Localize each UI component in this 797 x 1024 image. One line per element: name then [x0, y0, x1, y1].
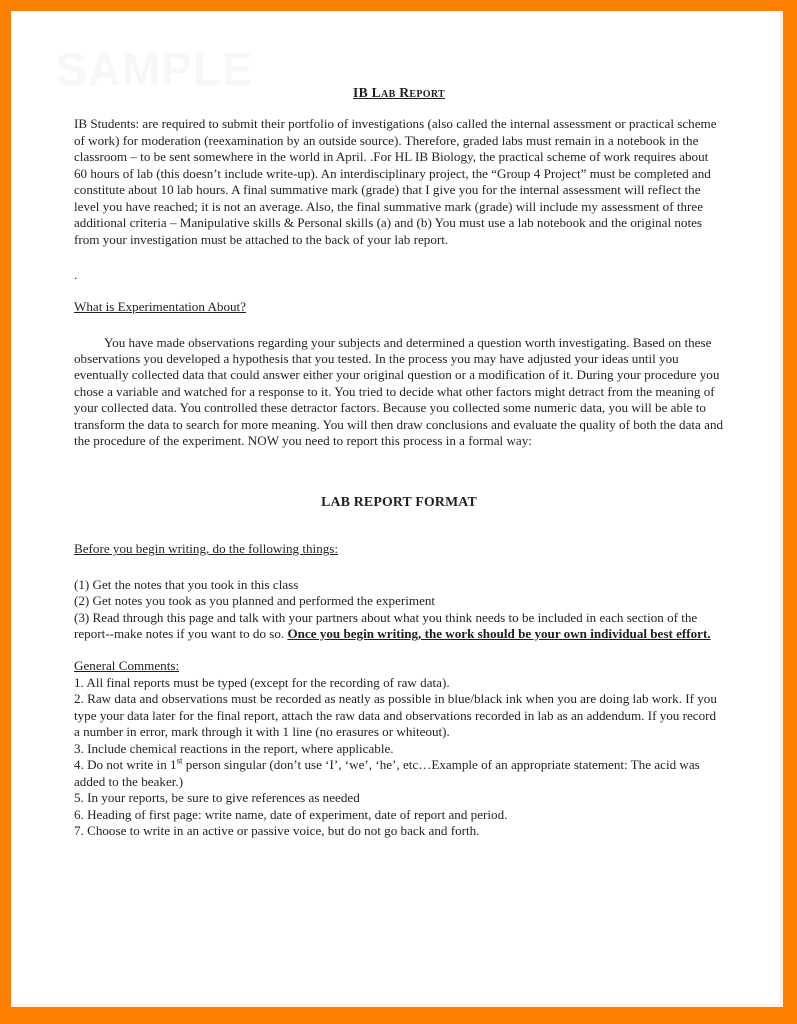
heading-lab-report-format: LAB REPORT FORMAT: [321, 493, 477, 509]
before-writing-item-3: [74, 610, 724, 643]
general-comment-2: 2. Raw data and observations must be recorded as neatly as possible in blue/black ink when you are doing lab work. If you type your data later for the final report, attach the raw data and observations recorded in lab as an addendum. If you record a number in error, mark through it with 1 line (no erasures or whiteout).: [74, 691, 717, 740]
spacer: [74, 283, 724, 299]
general-comment-3: 3. Include chemical reactions in the report, where applicable.: [74, 740, 394, 756]
before-writing-item-1: (1) Get the notes that you took in this class: [74, 576, 299, 592]
heading-before-you-begin-writing: Before you begin writing, do the following things:: [74, 541, 339, 557]
spacer: [74, 450, 724, 494]
intro-paragraph: IB Students: are required to submit their portfolio of investigations (also called the internal assessment or practical scheme of work) for moderation (reexamination by an outside source). Therefore, graded labs must remain in a notebook in the classroom – to be sent somewhere in the world in April. .For HL IB Biology, the practical scheme of work requires about 60 hours of lab (this doesn’t include write-up). An interdisciplinary project, the “Group 4 Project” must be completed and constitute about 10 lab hours. A final summative mark (grade) that I give you for the internal assessment will reflect the level you have reached; it is not an average. Also, the final summative mark (grade) will include my assessment of three additional criteria – Manipulative skills & Personal skills (a) and (b) You must use a lab notebook and the original notes from your investigation must be attached to the back of your lab report.: [74, 116, 717, 247]
heading-general-comments: General Comments:: [74, 658, 180, 674]
experimentation-paragraph: You have made observations regarding your subjects and determined a question worth investigating. Based on these observations you developed a hypothesis that you tested. In the process you may have adjusted your ideas until you eventually collected data that could answer either your original question or a modification of it. During your procedure you chose a variable and watched for a response to it. You tried to decide what other factors might detract from the meaning of your collected data. You controlled these detractor factors. Because you collected some numeric data, you will be able to transform the data to search for more meaning. You will then draw conclusions and evaluate the quality of both the data and the procedure of the experiment. NOW you need to report this process in a formal way:: [74, 334, 724, 449]
before-writing-item-3-text: (3) Read through this page and talk with your partners about what you think needs to be included in each section of the report--make notes if you want to do so.: [74, 609, 698, 641]
document-body: [74, 85, 724, 839]
spacer: [74, 248, 724, 267]
general-comment-6: 6. Heading of first page: write name, date of experiment, date of report and period.: [74, 806, 508, 822]
before-writing-item-2: (2) Get notes you took as you planned and performed the experiment: [74, 593, 436, 609]
heading-what-is-experimentation: What is Experimentation About?: [74, 299, 246, 315]
general-comment-4-superscript: st: [176, 755, 183, 766]
spacer: [74, 642, 724, 658]
general-comment-1: 1. All final reports must be typed (except for the recording of raw data).: [74, 674, 450, 690]
general-comment-4-part1: 4. Do not write in 1: [74, 757, 177, 773]
general-comment-4-part2: person singular (don’t use ‘I’, ‘we’, ‘he’, etc…Example of an appropriate statement: The acid was added to the beaker.): [74, 757, 700, 789]
general-comment-7: 7. Choose to write in an active or passive voice, but do not go back and forth.: [74, 822, 480, 838]
page-edge-right: [780, 11, 783, 1007]
document-title: IB Lab Report: [353, 85, 445, 100]
spacer: [74, 316, 724, 335]
stray-period: .: [74, 267, 78, 283]
general-comment-5: 5. In your reports, be sure to give references as needed: [74, 790, 360, 806]
before-writing-item-3-emphasis: Once you begin writing, the work should be your own individual best effort.: [287, 625, 711, 641]
spacer: [74, 510, 724, 541]
scanned-page-sheet: [11, 11, 783, 1007]
page-edge-bottom: [11, 1004, 783, 1007]
spacer: [74, 558, 724, 577]
general-comment-4: [74, 757, 724, 790]
